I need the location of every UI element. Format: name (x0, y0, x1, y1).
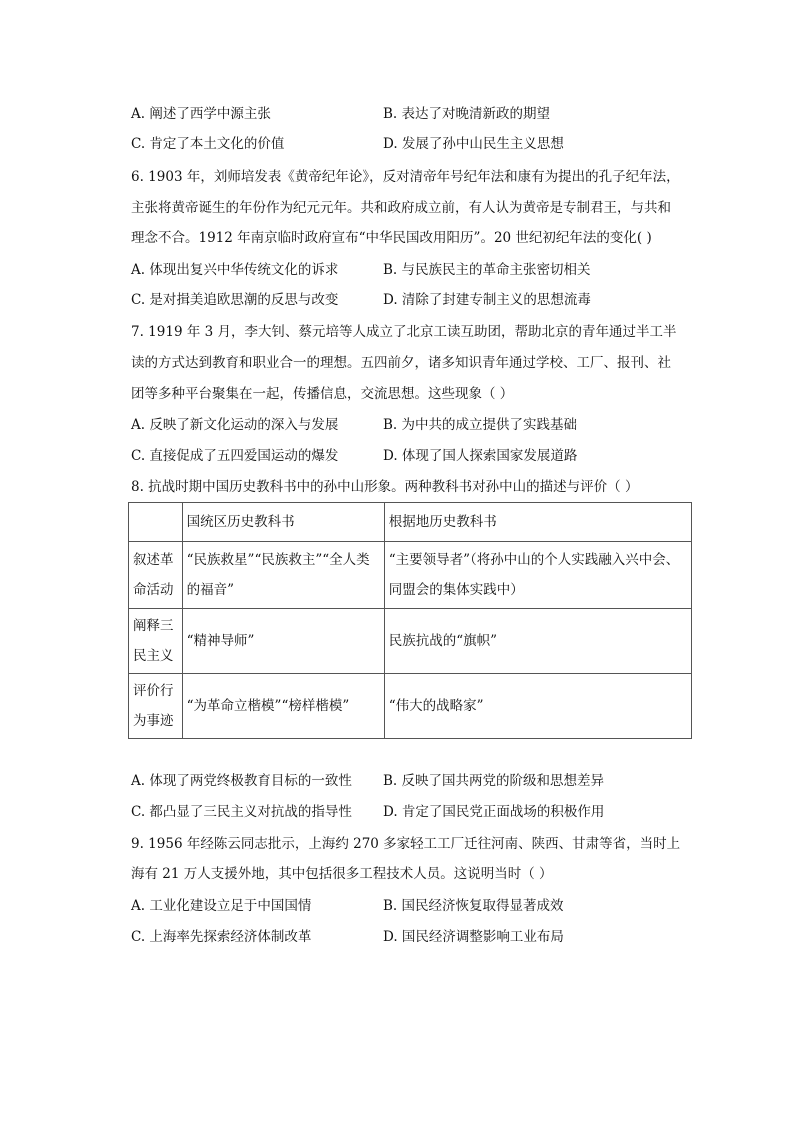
table-row-label: 叙述革命活动 (129, 542, 183, 609)
q7-option-c[interactable]: C. 直接促成了五四爱国运动的爆发 (131, 448, 339, 464)
table-row (129, 542, 692, 609)
q9-stem-line-2: 海有 21 万人支援外地，其中包括很多工程技术人员。这说明当时（ ） (131, 866, 553, 882)
table-header-cell: 国统区历史教科书 (182, 503, 384, 542)
q7-stem-line-2: 读的方式达到教育和职业合一的理想。五四前夕，诸多知识青年通过学校、工厂、报刊、社 (131, 355, 671, 371)
q5-option-d[interactable]: D. 发展了孙中山民生主义思想 (383, 136, 564, 152)
q8-option-d[interactable]: D. 肯定了国民党正面战场的积极作用 (383, 804, 605, 820)
q6-stem-line-1: 6. 1903 年，刘师培发表《黄帝纪年论》，反对清帝年号纪年法和康有为提出的孔子纪年法， (131, 169, 680, 185)
table-header-cell (129, 503, 183, 542)
table-cell: “民族救星”“民族救主”“全人类的福音” (182, 542, 384, 609)
table-cell: “精神导师” (182, 609, 384, 674)
q5-option-b[interactable]: B. 表达了对晚清新政的期望 (383, 106, 551, 122)
q6-option-b[interactable]: B. 与民族民主的革命主张密切相关 (383, 262, 591, 278)
q9-stem-line-1: 9. 1956 年经陈云同志批示，上海约 270 多家轻工工厂迁往河南、陕西、甘肃等省，当时上 (131, 836, 681, 852)
table-header-row (129, 503, 692, 542)
q9-option-d[interactable]: D. 国民经济调整影响工业布局 (383, 929, 564, 945)
q7-stem-line-1: 7. 1919 年 3 月，李大钊、蔡元培等人成立了北京工读互助团，帮助北京的青年通过半工半 (131, 324, 677, 340)
q6-option-c[interactable]: C. 是对揖美追欧思潮的反思与改变 (131, 292, 339, 308)
q5-option-c[interactable]: C. 肯定了本土文化的价值 (131, 136, 285, 152)
q7-stem-line-3: 团等多种平台聚集在一起，传播信息，交流思想。这些现象（ ） (131, 386, 514, 402)
table-row-label: 评价行为事迹 (129, 674, 183, 739)
q6-option-d[interactable]: D. 清除了封建专制主义的思想流毒 (383, 292, 591, 308)
q7-option-b[interactable]: B. 为中共的成立提供了实践基础 (383, 417, 578, 433)
q7-option-a[interactable]: A. 反映了新文化运动的深入与发展 (131, 417, 339, 433)
q8-stem: 8. 抗战时期中国历史教科书中的孙中山形象。两种教科书对孙中山的描述与评价（ ） (131, 479, 639, 495)
table-cell: “伟大的战略家” (384, 674, 691, 739)
table-cell: “为革命立楷模”“榜样楷模” (182, 674, 384, 739)
q6-stem-line-3: 理念不合。1912 年南京临时政府宣布“中华民国改用阳历”。20 世纪初纪年法的变化( ) (131, 230, 652, 246)
q8-option-b[interactable]: B. 反映了国共两党的阶级和思想差异 (383, 773, 605, 789)
q8-option-a[interactable]: A. 体现了两党终极教育目标的一致性 (131, 773, 352, 789)
q9-option-c[interactable]: C. 上海率先探索经济体制改革 (131, 929, 312, 945)
q6-stem-line-2: 主张将黄帝诞生的年份作为纪元元年。共和政府成立前，有人认为黄帝是专制君王，与共和 (131, 200, 671, 216)
table-row-label: 阐释三民主义 (129, 609, 183, 674)
table-header-cell: 根据地历史教科书 (384, 503, 691, 542)
q9-option-b[interactable]: B. 国民经济恢复取得显著成效 (383, 898, 564, 914)
table-cell: 民族抗战的“旗帜” (384, 609, 691, 674)
table-cell: “主要领导者”（将孙中山的个人实践融入兴中会、同盟会的集体实践中） (384, 542, 691, 609)
q5-option-a[interactable]: A. 阐述了西学中源主张 (131, 106, 271, 122)
table-row (129, 609, 692, 674)
q9-option-a[interactable]: A. 工业化建设立足于中国国情 (131, 898, 312, 914)
table-row (129, 674, 692, 739)
q8-option-c[interactable]: C. 都凸显了三民主义对抗战的指导性 (131, 804, 352, 820)
q7-option-d[interactable]: D. 体现了国人探索国家发展道路 (383, 448, 578, 464)
comparison-table (128, 502, 692, 739)
q6-option-a[interactable]: A. 体现出复兴中华传统文化的诉求 (131, 262, 339, 278)
